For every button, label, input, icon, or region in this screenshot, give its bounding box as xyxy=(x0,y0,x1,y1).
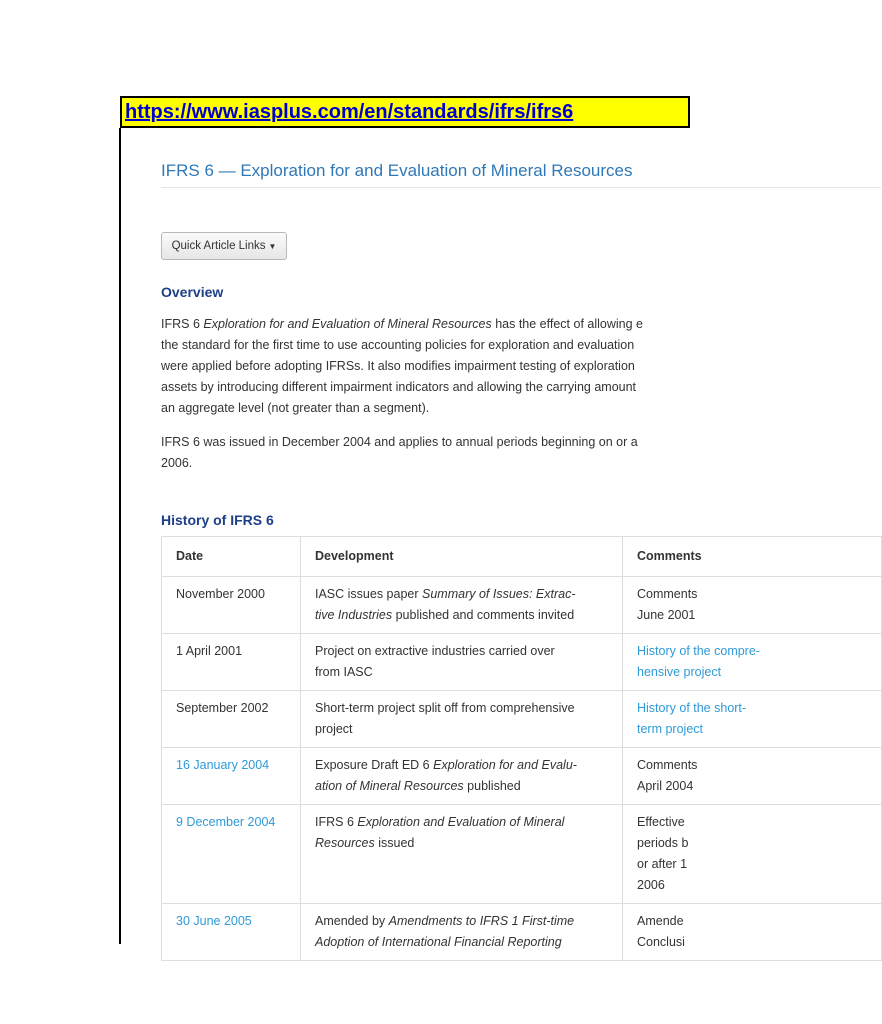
history-date-cell: September 2002 xyxy=(162,691,301,748)
overview-heading: Overview xyxy=(161,284,224,300)
overview-line-4: assets by introducing different impairment indicators and allowing the carrying amount xyxy=(161,380,637,394)
history-development-cell: IFRS 6 Exploration and Evaluation of Mineral Resources issued xyxy=(301,805,623,904)
table-row xyxy=(162,691,882,748)
quick-article-links-label: Quick Article Links xyxy=(171,240,266,252)
overview-line-3: were applied before adopting IFRSs. It also modifies impairment testing of exploration xyxy=(161,359,635,373)
history-table-header xyxy=(162,537,882,577)
caret-down-icon: ▼ xyxy=(268,241,277,251)
history-table xyxy=(161,536,882,961)
history-table-body xyxy=(162,577,882,961)
table-row xyxy=(162,748,882,805)
history-date-cell[interactable]: 30 June 2005 xyxy=(162,904,301,961)
history-date-cell: 1 April 2001 xyxy=(162,634,301,691)
history-comments-cell: Amende Conclusi xyxy=(623,904,882,961)
overview-paragraph-1 xyxy=(161,314,643,419)
history-development-cell: Short-term project split off from comprehensive project xyxy=(301,691,623,748)
history-heading: History of IFRS 6 xyxy=(161,512,274,528)
page-title: IFRS 6 — Exploration for and Evaluation of Mineral Resources xyxy=(161,161,633,180)
history-date-cell[interactable]: 9 December 2004 xyxy=(162,805,301,904)
history-comments-cell[interactable]: History of the compre- hensive project xyxy=(623,634,882,691)
history-development-cell: Amended by Amendments to IFRS 1 First-time Adoption of International Financial Reporting xyxy=(301,904,623,961)
overview-line-5: an aggregate level (not greater than a segment). xyxy=(161,401,430,415)
history-comments-cell: Comments June 2001 xyxy=(623,577,882,634)
table-row xyxy=(162,577,882,634)
column-header-date: Date xyxy=(162,537,301,577)
url-highlight-box xyxy=(120,96,690,128)
issued-line-2: 2006. xyxy=(161,456,193,470)
history-comments-cell[interactable]: History of the short- term project xyxy=(623,691,882,748)
article-screenshot xyxy=(121,128,760,949)
history-development-cell: IASC issues paper Summary of Issues: Extrac- tive Industries published and comments invited xyxy=(301,577,623,634)
history-date-cell: November 2000 xyxy=(162,577,301,634)
table-row xyxy=(162,904,882,961)
overview-line-1: IFRS 6 Exploration for and Evaluation of Mineral Resources has the effect of allowing e xyxy=(161,317,643,331)
overview-paragraph-2 xyxy=(161,432,638,474)
overview-line-2: the standard for the first time to use accounting policies for exploration and evaluation xyxy=(161,338,635,352)
table-row xyxy=(162,805,882,904)
column-header-development: Development xyxy=(301,537,623,577)
table-row xyxy=(162,634,882,691)
quick-article-links-button[interactable] xyxy=(161,232,287,260)
history-comments-cell: Effective periods b or after 1 2006 xyxy=(623,805,882,904)
column-header-comments: Comments xyxy=(623,537,882,577)
title-divider xyxy=(161,187,881,188)
source-url-link[interactable]: https://www.iasplus.com/en/standards/ifrs/ifrs6 xyxy=(125,101,574,123)
history-date-cell[interactable]: 16 January 2004 xyxy=(162,748,301,805)
history-development-cell: Project on extractive industries carried over from IASC xyxy=(301,634,623,691)
history-development-cell: Exposure Draft ED 6 Exploration for and Evalu- ation of Mineral Resources published xyxy=(301,748,623,805)
issued-line-1: IFRS 6 was issued in December 2004 and applies to annual periods beginning on or a xyxy=(161,435,638,449)
history-comments-cell: Comments April 2004 xyxy=(623,748,882,805)
